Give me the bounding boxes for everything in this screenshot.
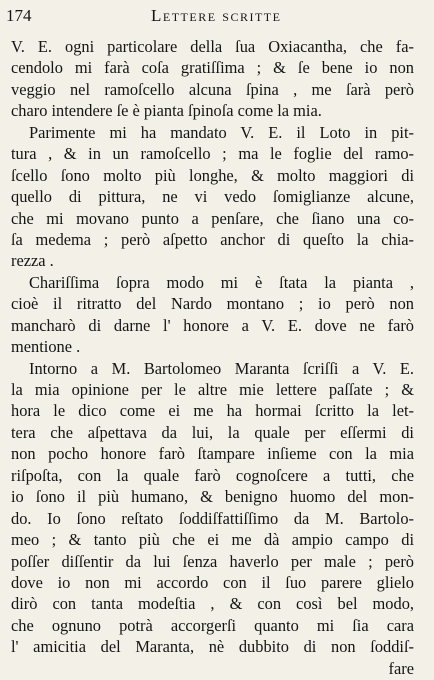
text-line: dirò con tanta modeſtia , & con così bel modo,	[11, 594, 414, 614]
text-line: tura , & in un ramoſcello ; ma le foglie del ramo-	[11, 144, 414, 164]
text-line: io ſono il più humano, & benigno huomo del mon-	[11, 487, 414, 507]
text-line: riſpoſta, con la quale farò cognoſcere a tutti, che	[11, 465, 414, 485]
text-line: che ognuno potrà accorgerſi quanto mi ſia cara	[11, 615, 414, 635]
text-line: meo ; & tanto più che ei me dà ampio campo di	[11, 530, 414, 550]
text-line: l' amicitia del Maranta, nè dubbito di non ſoddiſ-	[11, 637, 414, 657]
text-line: Chariſſima ſopra modo mi è ſtata la pianta ,	[29, 272, 414, 292]
text-line: ſa medema ; però aſpetto anchor di queſto la chia-	[11, 229, 414, 249]
text-line: mentione .	[11, 337, 81, 357]
text-line: rezza .	[11, 251, 54, 271]
text-line: cioè il ritratto del Nardo montano ; io però non	[11, 294, 414, 314]
text-line: Parimente mi ha mandato V. E. il Loto in pit-	[29, 122, 414, 142]
text-line: cendolo mi farà coſa gratiſſima ; & ſe bene io non	[11, 58, 414, 78]
text-line: la mia opinione per le altre mie lettere paſſate ; &	[11, 380, 414, 399]
text-line: veggio nel ramoſcello alcuna ſpina , me ſarà però	[11, 79, 414, 99]
text-line: dove io non mi accordo con il ſuo parere glielo	[11, 572, 414, 592]
text-line: poſſer diſſentir da lui ſenza haverlo per male ; però	[11, 551, 414, 571]
text-line: do. Io ſono reſtato ſoddiſfattiſſimo da M. Bartolo-	[11, 508, 414, 528]
text-line: non pocho honore farò ſtampare inſieme con la mia	[11, 444, 414, 464]
text-line: charo intendere ſe è pianta ſpinoſa come la mia.	[11, 101, 322, 121]
text-line: ſcello ſono molto più longhe, & molto maggiori di	[11, 165, 414, 185]
body-text	[11, 36, 414, 679]
running-title: Lettere scritte	[151, 6, 282, 25]
text-line: quello di pittura, ne vi vedo ſomiglianze alcune,	[11, 187, 414, 207]
text-line: che mi movano punto a penſare, che ſiano una co-	[11, 208, 414, 228]
text-line: mancharò di darne l' honore a V. E. dove ne farò	[11, 315, 414, 335]
page-number: 174	[6, 6, 32, 25]
text-line: tera che aſpettava da lui, la quale per eſſermi di	[11, 422, 414, 442]
text-line: fare	[388, 658, 414, 678]
text-line: hora le dico come ei me ha hormai ſcritto la let-	[11, 401, 414, 421]
text-line: Intorno a M. Bartolomeo Maranta ſcriſſi a V. E.	[29, 358, 414, 378]
text-line: V. E. ogni particolare della ſua Oxiacantha, che fa-	[11, 37, 414, 56]
running-head	[6, 4, 428, 28]
